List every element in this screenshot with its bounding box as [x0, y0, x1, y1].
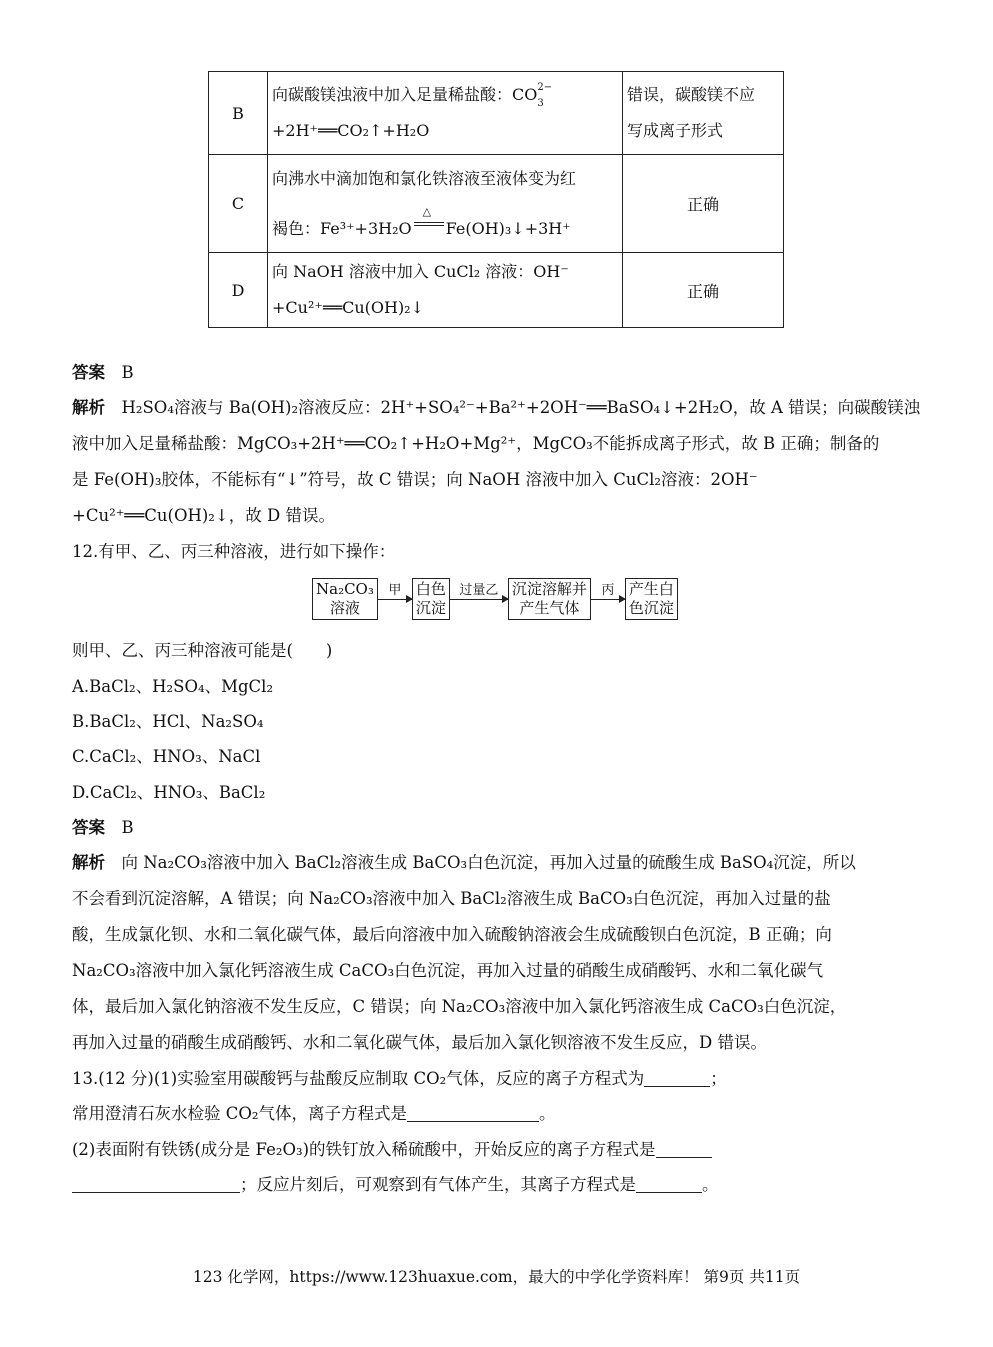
analysis-line: Na₂CO₃溶液中加入氯化钙溶液生成 CaCO₃白色沉淀，再加入过量的硝酸生成硝酸钙、水和二氧化碳气 [72, 961, 824, 980]
options-table [208, 71, 784, 328]
question-prompt: 则甲、乙、丙三种溶液可能是( ) [72, 641, 333, 660]
flow-arrow: 过量乙 [450, 583, 508, 616]
answer-blank[interactable] [636, 1175, 702, 1193]
row-judgement: 错误，碳酸镁不应 写成离子形式 [623, 72, 784, 155]
analysis-line: 是 Fe(OH)₃胶体，不能标有“↓”符号，故 C 错误；向 NaOH 溶液中加入 CuCl₂溶液：2OH⁻ [72, 470, 758, 489]
analysis-line: 解析 H₂SO₄溶液与 Ba(OH)₂溶液反应：2H⁺+SO₄²⁻+Ba²⁺+2OH⁻══BaSO₄↓+2H₂O，故 A 错误；向碳酸镁浊 [72, 398, 921, 417]
answer-blank[interactable] [72, 1175, 240, 1193]
flow-box: 沉淀溶解并 产生气体 [508, 578, 591, 620]
heating-condition-symbol: △ [412, 214, 446, 236]
option-d: D.CaCl₂、HNO₃、BaCl₂ [72, 783, 266, 802]
reaction-flow-diagram [312, 578, 678, 620]
row-content: 向沸水中滴加饱和氯化铁溶液至液体变为红 褐色：Fe³⁺+3H₂O △ Fe(OH)₃↓+3H⁺ [268, 155, 623, 253]
question-stem: 12.有甲、乙、丙三种溶液，进行如下操作： [72, 542, 396, 561]
row-letter: D [209, 253, 268, 328]
flow-box: 产生白 色沉淀 [625, 578, 678, 620]
question-13-part1b: 常用澄清石灰水检验 CO₂气体，离子方程式是 。 [72, 1104, 556, 1123]
answer-blank[interactable] [407, 1104, 539, 1122]
flow-box: Na₂CO₃ 溶液 [312, 578, 378, 620]
analysis-line: +Cu²⁺══Cu(OH)₂↓，故 D 错误。 [72, 506, 335, 525]
question-13-part1: 13.(12 分)(1)实验室用碳酸钙与盐酸反应制取 CO₂气体，反应的离子方程式为 ； [72, 1069, 727, 1088]
row-content: 向碳酸镁浊液中加入足量稀盐酸：CO 2− 3 +2H⁺══CO₂↑+H₂O [268, 72, 623, 155]
row-letter: B [209, 72, 268, 155]
row-judgement: 正确 [623, 253, 784, 328]
answer-blank[interactable] [656, 1140, 712, 1158]
option-c: C.CaCl₂、HNO₃、NaCl [72, 747, 261, 766]
analysis-line: 液中加入足量稀盐酸：MgCO₃+2H⁺══CO₂↑+H₂O+Mg²⁺，MgCO₃不能拆成离子形式，故 B 正确；制备的 [72, 434, 880, 453]
row-letter: C [209, 155, 268, 253]
row-content: 向 NaOH 溶液中加入 CuCl₂ 溶液：OH⁻ +Cu²⁺══Cu(OH)₂↓ [268, 253, 623, 328]
analysis-line: 不会看到沉淀溶解，A 错误；向 Na₂CO₃溶液中加入 BaCl₂溶液生成 BaCO₃白色沉淀，再加入过量的盐 [72, 889, 831, 908]
table-row [209, 253, 784, 328]
answer-line: 答案 B [72, 363, 134, 382]
row-judgement: 正确 [623, 155, 784, 253]
table-row [209, 155, 784, 253]
question-13-part2b: ；反应片刻后，可观察到有气体产生，其离子方程式是 。 [72, 1174, 921, 1196]
flow-box: 白色 沉淀 [412, 578, 450, 620]
flow-arrow: 丙 [591, 583, 625, 616]
analysis-line: 酸，生成氯化钡、水和二氧化碳气体，最后向溶液中加入硫酸钠溶液会生成硫酸钡白色沉淀，B 正确；向 [72, 925, 832, 944]
answer-blank[interactable] [644, 1069, 710, 1087]
option-b: B.BaCl₂、HCl、Na₂SO₄ [72, 712, 264, 731]
flow-arrow: 甲 [378, 583, 412, 616]
answer-line: 答案 B [72, 818, 134, 837]
analysis-line: 解析 向 Na₂CO₃溶液中加入 BaCl₂溶液生成 BaCO₃白色沉淀，再加入过量的硫酸生成 BaSO₄沉淀，所以 [72, 853, 856, 872]
table-row [209, 72, 784, 155]
analysis-line: 再加入过量的硝酸生成硝酸钙、水和二氧化碳气体，最后加入氯化钡溶液不发生反应，D 错误。 [72, 1033, 767, 1052]
analysis-line: 体，最后加入氯化钠溶液不发生反应，C 错误；向 Na₂CO₃溶液中加入氯化钙溶液生成 CaCO₃白色沉淀， [72, 997, 847, 1016]
page-footer: 123 化学网，https://www.123huaxue.com，最大的中学化学资料库！ 第9页 共11页 [192, 1268, 801, 1286]
question-13-part2: (2)表面附有铁锈(成分是 Fe₂O₃)的铁钉放入稀硫酸中，开始反应的离子方程式是 [72, 1139, 921, 1161]
option-a: A.BaCl₂、H₂SO₄、MgCl₂ [72, 677, 274, 696]
